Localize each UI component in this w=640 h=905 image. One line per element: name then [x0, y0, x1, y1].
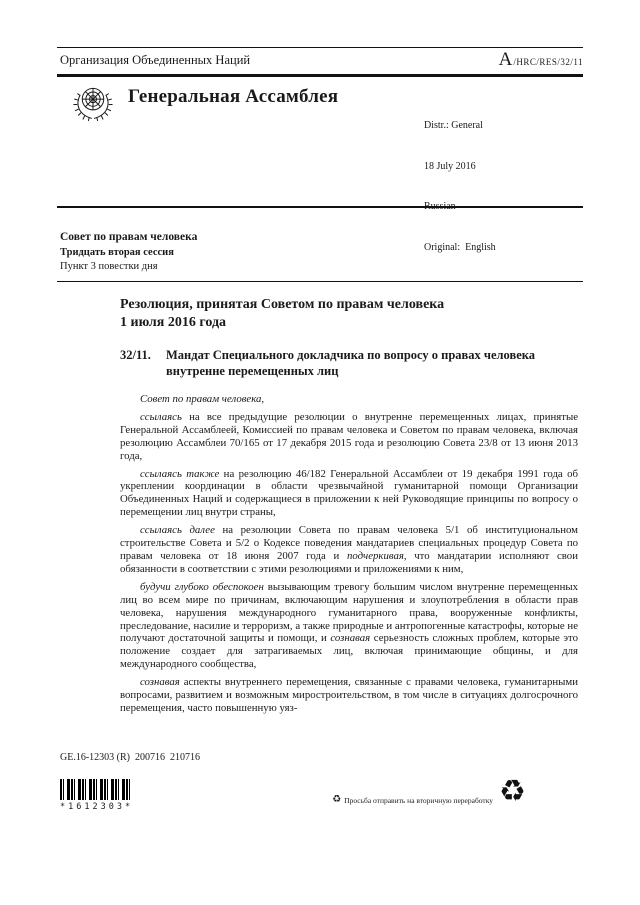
recycle-icon: ♻ [332, 794, 342, 805]
paragraph-text: серьезность сложных проблем, которые это положение создает для затрагиваемых лиц, включая принимающие общины, и для международного сообщества, [120, 632, 578, 671]
distr-original: Original: English [424, 241, 496, 253]
paragraph-lead: ссылаясь далее [140, 524, 215, 537]
body-paragraph [120, 411, 578, 463]
paragraph-lead: будучи глубоко обеспокоен [140, 580, 264, 593]
body-paragraph [120, 468, 578, 520]
header-top-rule [57, 47, 583, 48]
council-name: Совет по правам человека [60, 231, 198, 243]
resolution-number: 32/11. [120, 348, 151, 362]
distr-date: 18 July 2016 [424, 160, 476, 172]
paragraph-text: на все предыдущие резолюции о внутренне перемещенных лицах, принятые Генеральной Ассамблеей, Комиссией по правам человека и Советом по правам человека, включая резолюцию Ассамблеи 70/165 от 17 декабря 2015 года и резолюцию Совета 23/8 от 13 июня 2013 года, [120, 410, 578, 462]
body-paragraph [120, 676, 578, 715]
resolution-title-line1: Резолюция, принятая Советом по правам человека [120, 297, 445, 312]
resolution-heading-text: Мандат Специального докладчика по вопросу о правах человека внутренне перемещенных лиц [166, 348, 536, 378]
barcode-text: *1612303* [60, 802, 134, 812]
barcode [60, 779, 132, 800]
organ-title: Генеральная Ассамблея [128, 86, 339, 107]
agenda-item: Пункт 3 повестки дня [60, 261, 158, 272]
paragraph-lead: подчеркивая [346, 549, 404, 562]
paragraph-lead: ссылаясь также [140, 467, 220, 480]
session-block [60, 230, 197, 274]
body-divider-rule [57, 281, 583, 282]
recycled-paper-logo-icon: ♻ [499, 775, 526, 808]
body-paragraph [120, 581, 578, 671]
recycle-note-text: Просьба отправить на вторичную переработку [344, 795, 493, 805]
paragraph-lead: сознавая [330, 632, 371, 645]
document-body [120, 296, 578, 720]
recycle-note [332, 795, 493, 805]
ge-document-code: GE.16-12303 (R) 200716 210716 [60, 752, 200, 763]
document-symbol [499, 49, 583, 71]
body-paragraph [120, 524, 578, 576]
paragraph-lead: ссылаясь [140, 410, 182, 423]
body-paragraph [120, 393, 578, 406]
paragraph-text: аспекты внутреннего перемещения, связанные с правами человека, гуманитарными вопросами, развитием и возможным миростроительством, в том числе в ситуациях долгосрочного перемещения, часто повышенную уяз- [120, 676, 578, 714]
resolution-title-line2: 1 июля 2016 года [120, 314, 227, 330]
section-divider-rule [57, 206, 583, 208]
paragraphs [120, 393, 578, 715]
paragraph-text: , что мандатарии исполняют свои обязанности в соответствии с этими резолюциями и приложениями к ним, [120, 549, 578, 575]
paragraph-lead: сознавая [140, 676, 180, 689]
distribution-block [424, 92, 496, 281]
org-name: Организация Объединенных Наций [60, 53, 251, 67]
paragraph-text: на резолюцию 46/182 Генеральной Ассамблеи от 19 декабря 1991 года об укреплении координации в области чрезвычайной гуманитарной помощи Организации Объединенных Наций и содержащиеся в приложении к ней Руководящие принципы по вопросу о перемещении лиц внутри страны, [120, 467, 578, 519]
distr-line: Distr.: General [424, 120, 483, 131]
resolution-heading [120, 347, 578, 379]
paragraph-lead: Совет по правам человека, [140, 393, 265, 405]
header-bottom-rule [57, 74, 583, 77]
paragraph-text: на резолюции Совета по правам человека 5/1 об институциональном строительстве Совета и 5/2 о Кодексе поведения мандатариев специальных процедур Совета по правам человека от 18 июня 2007 года и [120, 524, 578, 562]
symbol-letter: A [498, 49, 513, 70]
symbol-number: /HRC/RES/32/11 [513, 57, 583, 67]
paragraph-text: вызывающим тревогу большим числом внутренне перемещенных лиц во всем мире по причинам, включающим нарушения и злоупотребления в области прав человека, нарушения международного гуманитарного права, вооруженные конфликты, преследование, насилие и терроризм, а также природные и антропогенные катастрофы, которые не получают достаточной защиты и помощи, и [120, 580, 578, 645]
un-emblem-icon [70, 80, 116, 126]
session-number: Тридцать вторая сессия [60, 247, 174, 258]
resolution-title [120, 296, 578, 331]
